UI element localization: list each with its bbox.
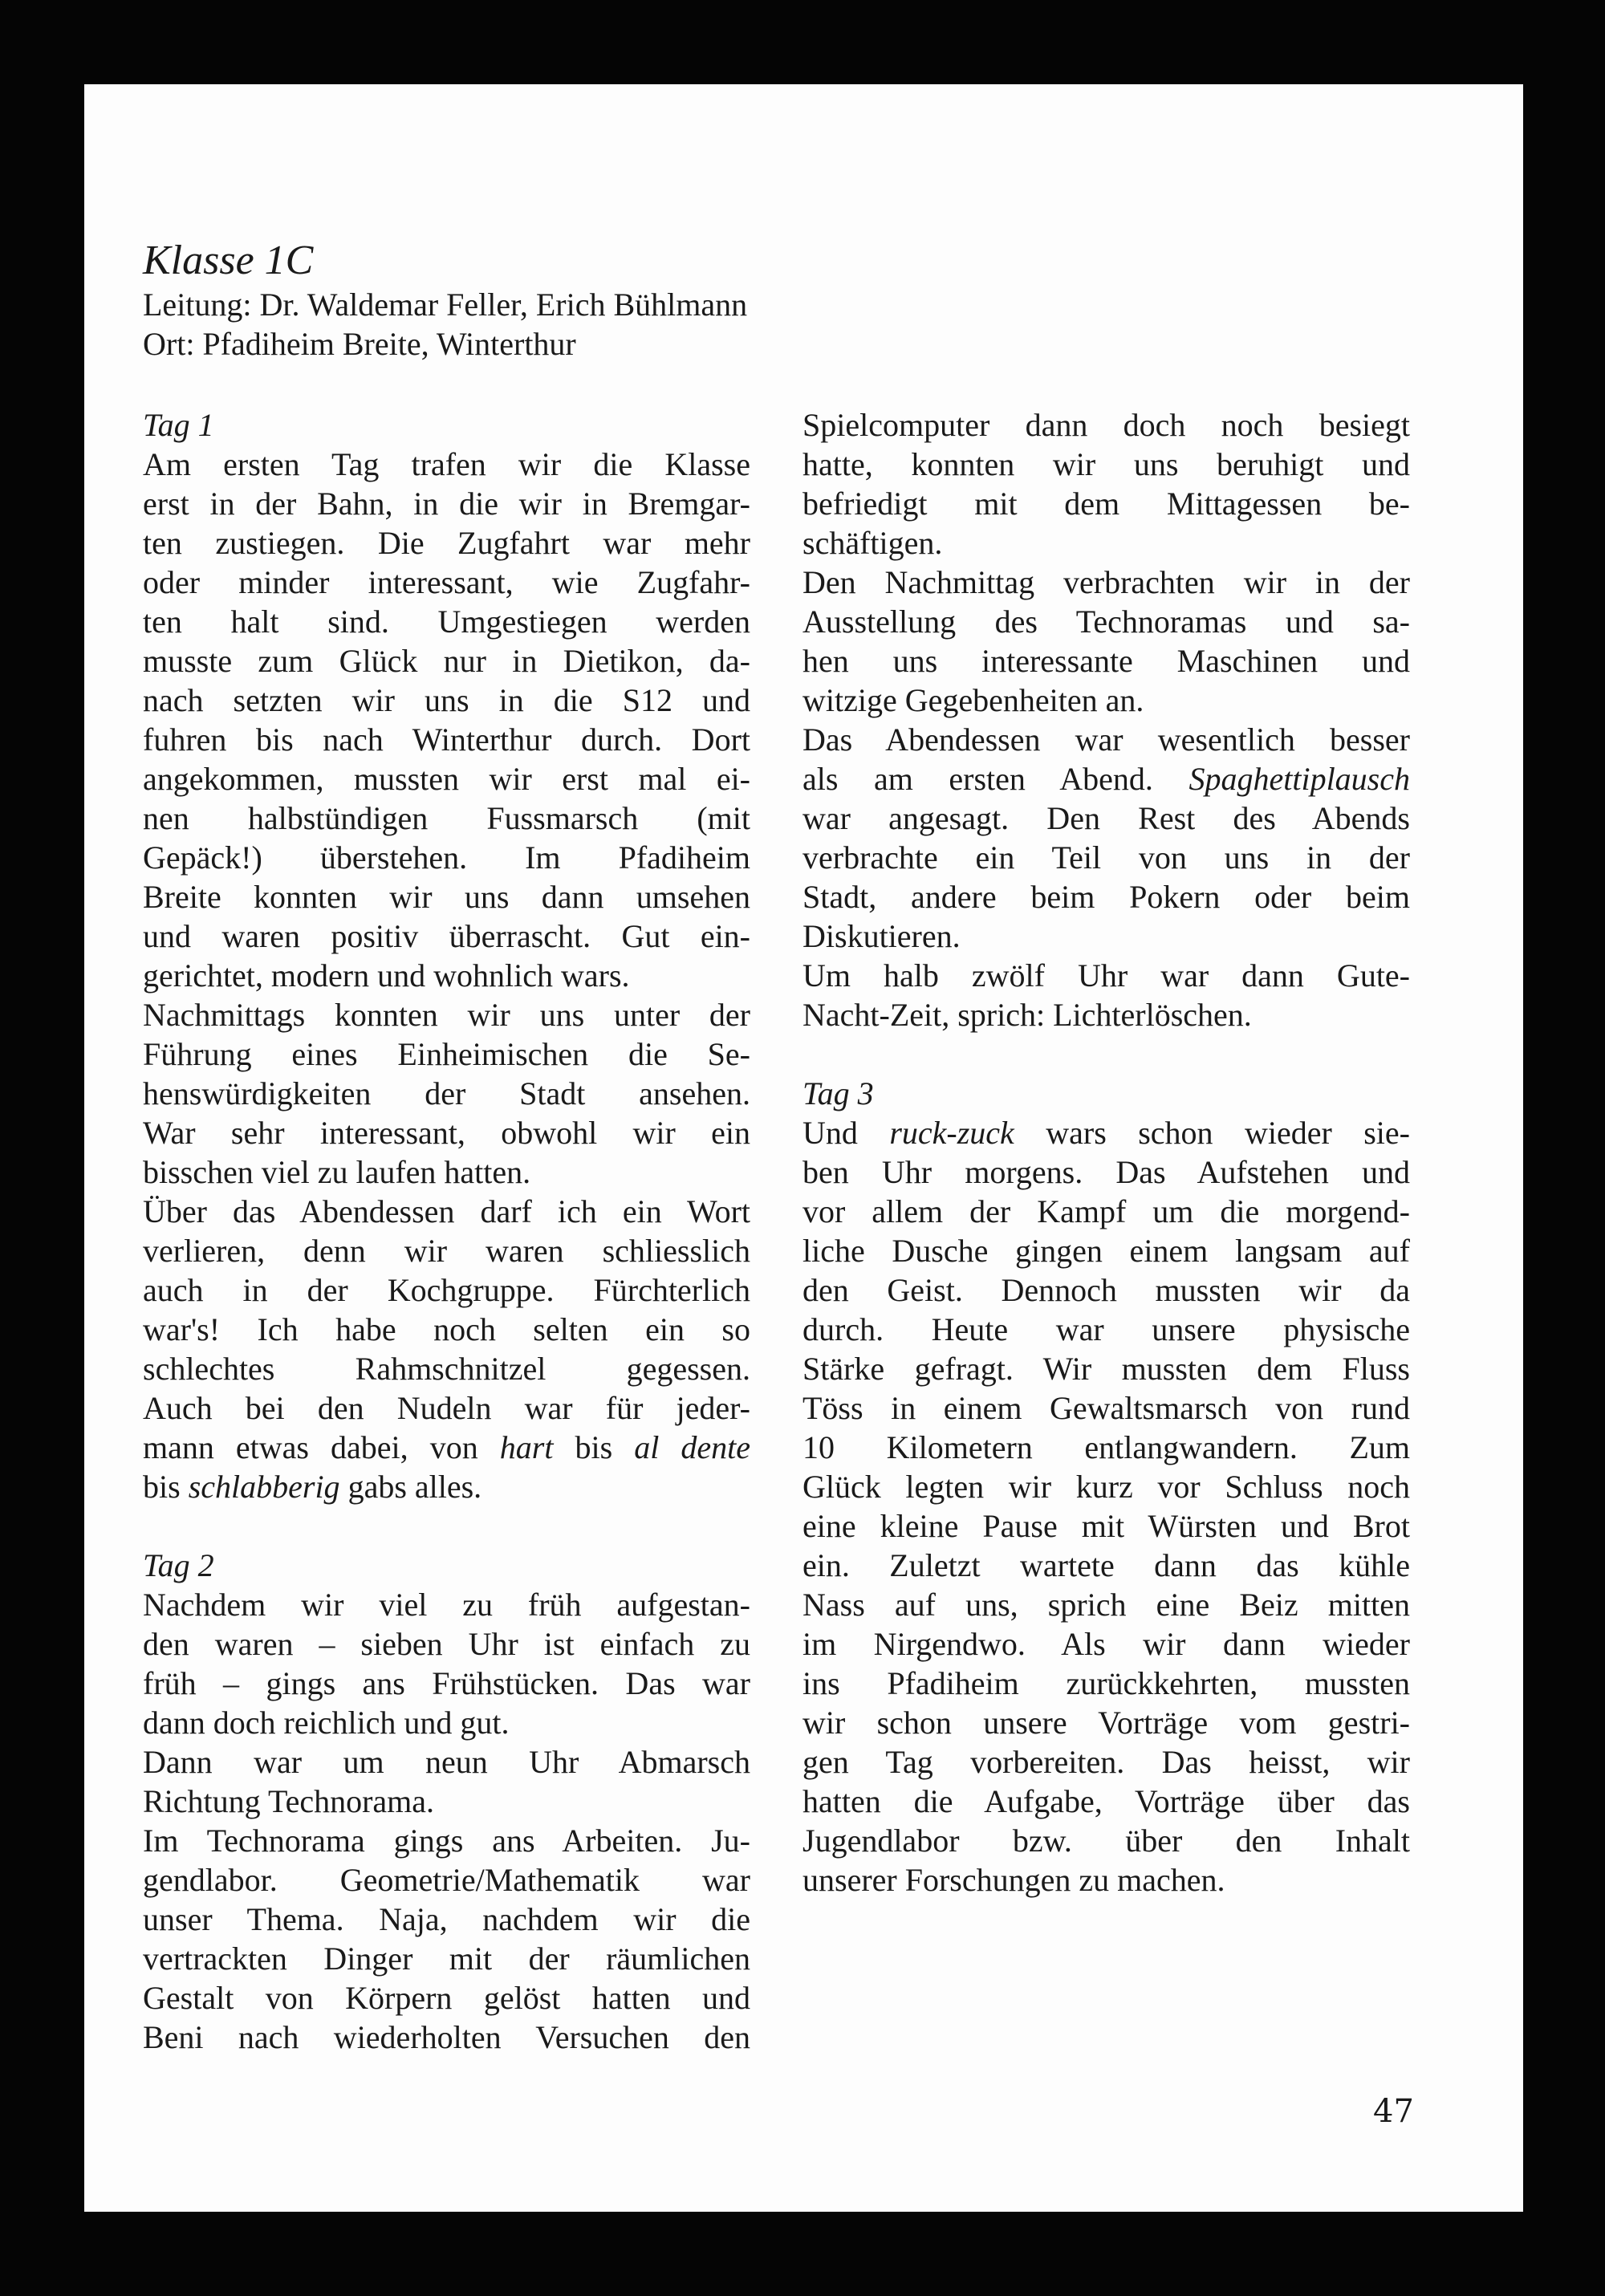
text-line: hatten die Aufgabe, Vorträge über das [802,1783,1410,1819]
text-line: Den Nachmittag verbrachten wir in der [802,564,1410,600]
text-line: Beni nach wiederholten Versuchen den [143,2019,750,2055]
text-line: ben Uhr morgens. Das Aufstehen und [802,1154,1410,1190]
text-line: War sehr interessant, obwohl wir ein [143,1115,750,1151]
ort-line: Ort: Pfadiheim Breite, Winterthur [143,326,576,362]
text-line: fuhren bis nach Winterthur durch. Dort [143,721,750,758]
text-line: und waren positiv überrascht. Gut ein- [143,918,750,954]
tag-2-body [143,1585,750,2057]
tag-3-body [802,1113,1410,1900]
italic-term-spaghettiplausch: Spaghettiplausch [1189,761,1410,797]
article-header [143,237,1026,364]
text-line: Nass auf uns, sprich eine Beiz mitten [802,1587,1410,1623]
text-line: Gestalt von Körpern gelöst hatten und [143,1980,750,2016]
text-line: war's! Ich habe noch selten ein so [143,1311,750,1347]
text-line: liche Dusche gingen einem langsam auf [802,1233,1410,1269]
text-line: hatte, konnten wir uns beruhigt und [802,446,1410,482]
text-run: gabs alles. [339,1469,482,1505]
text-line: ins Pfadiheim zurückkehrten, mussten [802,1665,1410,1701]
day-heading-tag-1: Tag 1 [143,407,214,443]
text-line: gendlabor. Geometrie/Mathematik war [143,1862,750,1898]
text-line: Stadt, andere beim Pokern oder beim [802,879,1410,915]
tag-1-body [143,445,750,1506]
text-line: Spielcomputer dann doch noch besiegt [802,407,1410,443]
text-line: eine kleine Pause mit Würsten und Brot [802,1508,1410,1544]
text-line: gerichtet, modern und wohnlich wars. [143,957,630,994]
text-line: musste zum Glück nur in Dietikon, da- [143,643,750,679]
text-line: Im Technorama gings ans Arbeiten. Ju- [143,1823,750,1859]
text-line: Nachmittags konnten wir uns unter der [143,997,750,1033]
text-line: hen uns interessante Maschinen und [802,643,1410,679]
text-run: bis [553,1429,635,1465]
text-line-with-italics [802,1113,1410,1152]
day-heading-tag-2: Tag 2 [143,1547,214,1583]
text-line-with-italics [143,1428,750,1467]
text-line: Gepäck!) überstehen. Im Pfadiheim [143,839,750,876]
text-line: Richtung Technorama. [143,1783,435,1819]
italic-term-al-dente: al dente [634,1429,750,1465]
text-line: Ausstellung des Technoramas und sa- [802,603,1410,640]
text-line: war angesagt. Den Rest des Abends [802,800,1410,836]
text-line: im Nirgendwo. Als wir dann wieder [802,1626,1410,1662]
text-line: unserer Forschungen zu machen. [802,1862,1225,1898]
text-line: befriedigt mit dem Mittagessen be- [802,486,1410,522]
text-run: als am ersten Abend. [802,761,1189,797]
text-line: früh – gings ans Frühstücken. Das war [143,1665,750,1701]
text-line: Stärke gefragt. Wir mussten dem Fluss [802,1351,1410,1387]
text-line: wir schon unsere Vorträge vom gestri- [802,1705,1410,1741]
italic-term-ruck-zuck: ruck-zuck [889,1115,1014,1151]
text-line: verlieren, denn wir waren schliesslich [143,1233,750,1269]
article-title: Klasse 1C [143,238,314,283]
text-line: gen Tag vorbereiten. Das heisst, wir [802,1744,1410,1780]
text-line: Auch bei den Nudeln war für jeder- [143,1390,750,1426]
text-run: wars schon wieder sie- [1014,1115,1410,1151]
text-line: nach setzten wir uns in die S12 und [143,682,750,718]
text-line: verbrachte ein Teil von uns in der [802,839,1410,876]
text-line: bisschen viel zu laufen hatten. [143,1154,531,1190]
text-line: Am ersten Tag trafen wir die Klasse [143,446,750,482]
text-line: Diskutieren. [802,918,961,954]
text-line: Töss in einem Gewaltsmarsch von rund [802,1390,1410,1426]
text-line: oder minder interessant, wie Zugfahr- [143,564,750,600]
text-line: auch in der Kochgruppe. Fürchterlich [143,1272,750,1308]
text-line-with-italics [143,1467,750,1506]
text-line: unser Thema. Naja, nachdem wir die [143,1901,750,1937]
text-line: dann doch reichlich und gut. [143,1705,510,1741]
italic-term-hart: hart [499,1429,554,1465]
page-number: 47 [1373,2093,1414,2130]
text-line: Über das Abendessen darf ich ein Wort [143,1193,750,1229]
text-line: vor allem der Kampf um die morgend- [802,1193,1410,1229]
text-line: den Geist. Dennoch mussten wir da [802,1272,1410,1308]
text-line: schäftigen. [802,525,943,561]
text-run: Und [802,1115,890,1151]
text-run: mann etwas dabei, von [143,1429,500,1465]
text-line: erst in der Bahn, in die wir in Bremgar- [143,486,750,522]
text-line: Dann war um neun Uhr Abmarsch [143,1744,750,1780]
text-line: Breite konnten wir uns dann umsehen [143,879,750,915]
text-line: ten halt sind. Umgestiegen werden [143,603,750,640]
text-line: nen halbstündigen Fussmarsch (mit [143,800,750,836]
text-line: schlechtes Rahmschnitzel gegessen. [143,1351,750,1387]
leitung-line: Leitung: Dr. Waldemar Feller, Erich Bühlmann [143,286,748,323]
text-run: bis [143,1469,189,1505]
text-line: witzige Gegebenheiten an. [802,682,1144,718]
document-page [84,84,1523,2212]
text-line: durch. Heute war unsere physische [802,1311,1410,1347]
text-line: vertrackten Dinger mit der räumlichen [143,1940,750,1977]
text-line: Glück legten wir kurz vor Schluss noch [802,1469,1410,1505]
text-line-with-italics [802,759,1410,799]
text-line: Das Abendessen war wesentlich besser [802,721,1410,758]
text-line: 10 Kilometern entlangwandern. Zum [802,1429,1410,1465]
text-line: Um halb zwölf Uhr war dann Gute- [802,957,1410,994]
section-gap [802,1034,1410,1074]
day-heading-tag-3: Tag 3 [802,1075,874,1111]
text-line: Nachdem wir viel zu früh aufgestan- [143,1587,750,1623]
left-column [143,405,750,2057]
tag-2-continued-body [802,405,1410,1034]
text-line: Nacht-Zeit, sprich: Lichterlöschen. [802,997,1252,1033]
text-line: den waren – sieben Uhr ist einfach zu [143,1626,750,1662]
italic-term-schlabberig: schlabberig [188,1469,340,1505]
text-line: angekommen, mussten wir erst mal ei- [143,761,750,797]
right-column [802,405,1410,1900]
section-gap [143,1506,750,1546]
text-line: ten zustiegen. Die Zugfahrt war mehr [143,525,750,561]
text-line: Führung eines Einheimischen die Se- [143,1036,750,1072]
text-line: ein. Zuletzt wartete dann das kühle [802,1547,1410,1583]
text-line: henswürdigkeiten der Stadt ansehen. [143,1075,750,1111]
text-line: Jugendlabor bzw. über den Inhalt [802,1823,1410,1859]
